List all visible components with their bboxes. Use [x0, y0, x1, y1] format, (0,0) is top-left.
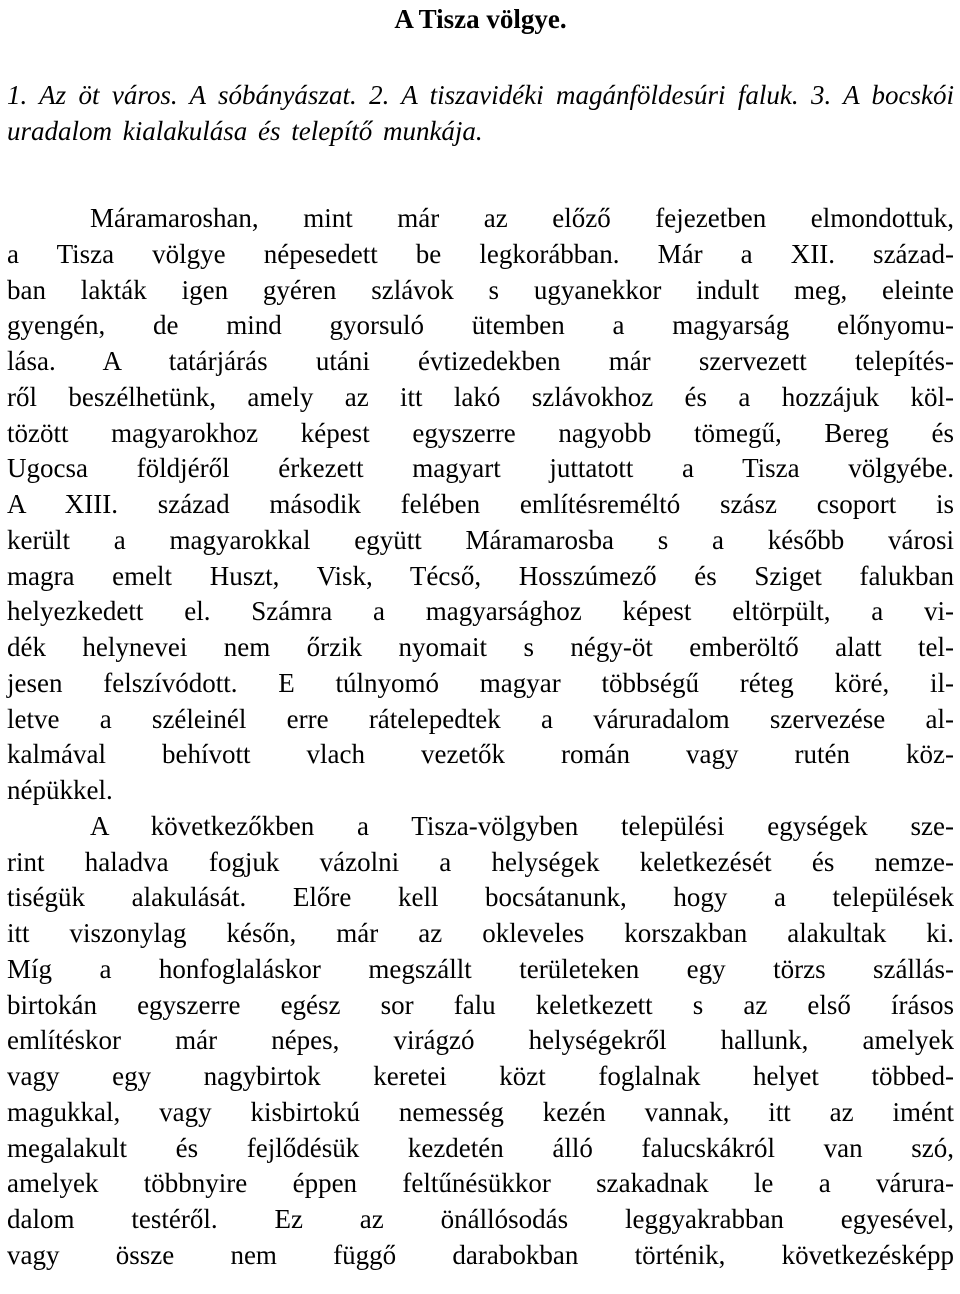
- page: [7, 0, 954, 1274]
- text-line: itt viszonylag későn, már az okleveles korszakban alakultak ki.: [7, 918, 954, 948]
- text-line: magra emelt Huszt, Visk, Técső, Hosszúmező és Sziget falukban: [7, 560, 954, 591]
- text-line: Máramaroshan, mint már az előző fejezetben elmondottuk,: [90, 203, 954, 233]
- text-line: került a magyarokkal együtt Máramarosba s a később városi: [7, 524, 954, 555]
- text-line: népükkel.: [7, 775, 113, 805]
- text-line: magukkal, vagy kisbirtokú nemesség kezén vannak, itt az imént: [7, 1096, 954, 1127]
- text-line: helyezkedett el. Számra a magyarsághoz képest eltörpült, a vi-: [7, 596, 954, 627]
- text-line: a Tisza völgye népesedett be legkorábban. Már a XII. század-: [7, 238, 954, 269]
- text-line: Ugocsa földjéről érkezett magyart juttatott a Tisza völgyébe.: [7, 453, 954, 484]
- text-line: ről beszélhetünk, amely az itt lakó szlávokhoz és a hozzájuk köl-: [7, 381, 954, 412]
- chapter-title: A Tisza völgye.: [394, 4, 567, 34]
- text-line: lása. A tatárjárás utáni évtizedekben már szervezett telepítés-: [7, 346, 954, 376]
- text-line: dalom testéről. Ez az önállósodás leggyakrabban egyesével,: [7, 1204, 954, 1234]
- text-line: ban lakták igen gyéren szlávok s ugyanekkor indult meg, eleinte: [7, 274, 954, 305]
- text-line: Míg a honfoglaláskor megszállt területeken egy törzs szállás-: [7, 953, 954, 984]
- text-line: tiségük alakulását. Előre kell bocsátanunk, hogy a települések: [7, 882, 954, 913]
- text-line: kalmával behívott vlach vezetők román vagy rutén köz-: [7, 739, 954, 770]
- body-text: [7, 201, 954, 1274]
- text-line: vagy össze nem függő darabokban történik, következésképp: [7, 1239, 954, 1270]
- text-line: rint haladva fogjuk vázolni a helységek keletkezését és nemze-: [7, 846, 954, 877]
- text-line: tözött magyarokhoz képest egyszerre nagyobb tömegű, Bereg és: [7, 417, 954, 448]
- text-line: A XIII. század második felében említésreméltó szász csoport is: [7, 489, 954, 519]
- text-line: amelyek többnyire éppen feltűnésükkor szakadnak le a várura-: [7, 1168, 954, 1199]
- text-line: említéskor már népes, virágzó helységekről hallunk, amelyek: [7, 1025, 954, 1056]
- text-line: gyengén, de mind gyorsuló ütemben a magyarság előnyomu-: [7, 310, 954, 341]
- text-line: dék helynevei nem őrzik nyomait s négy-öt emberöltő alatt tel-: [7, 632, 954, 662]
- text-line: birtokán egyszerre egész sor falu keletkezett s az első írásos: [7, 989, 954, 1020]
- chapter-subtitle: 1. Az öt város. A sóbányászat. 2. A tiszavidéki magánföldesúri faluk. 3. A bocskói uradalom kialakulása és telepítő munkája.: [7, 80, 954, 146]
- text-line: A következőkben a Tisza-völgyben települési egységek sze-: [90, 810, 954, 841]
- text-line: jesen felszívódott. E túlnyomó magyar többségű réteg köré, il-: [7, 667, 954, 698]
- text-line: vagy egy nagybirtok keretei közt foglalnak helyet többed-: [7, 1061, 954, 1091]
- text-line: megalakult és fejlődésük kezdetén álló falucskákról van szó,: [7, 1132, 954, 1163]
- text-line: letve a széleinél erre rátelepedtek a váruradalom szervezése al-: [7, 703, 954, 734]
